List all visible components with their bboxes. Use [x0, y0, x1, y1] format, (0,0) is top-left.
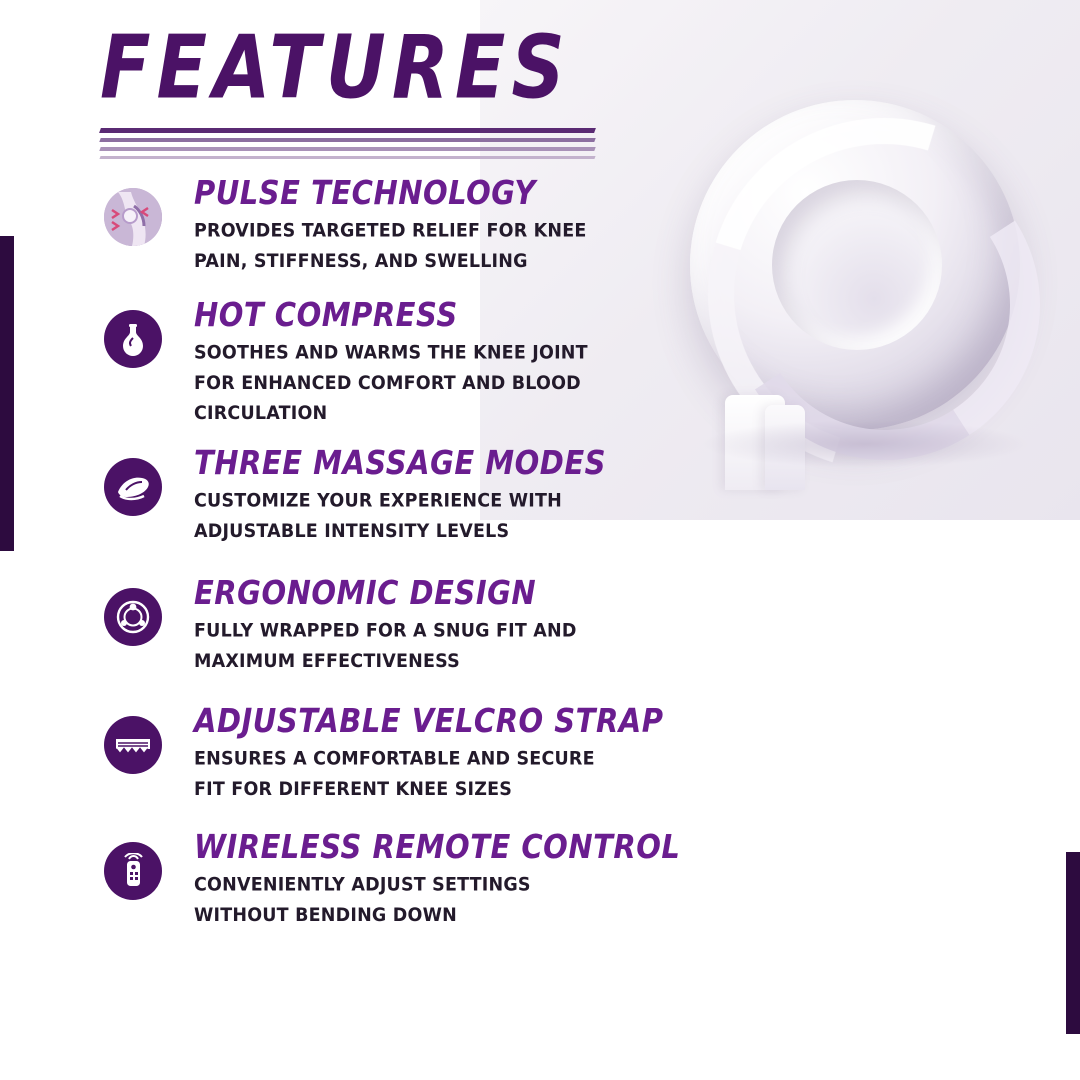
- left-accent-bar: [0, 236, 14, 551]
- feature-text: [194, 442, 624, 542]
- feature-title: ADJUSTABLE VELCRO STRAP: [194, 701, 664, 741]
- right-accent-bar: [1066, 852, 1080, 1034]
- knee-joint-icon: [104, 188, 162, 246]
- remote-control-icon: [104, 842, 162, 900]
- feature-text: [194, 294, 624, 425]
- product-shadow: [700, 420, 1030, 468]
- feature-item: [104, 572, 724, 672]
- feature-text: [194, 826, 680, 926]
- ergonomic-design-icon: [104, 588, 162, 646]
- feature-description: PROVIDES TARGETED RELIEF FOR KNEE PAIN, STIFFNESS, AND SWELLING: [194, 220, 587, 273]
- feature-item: [104, 442, 724, 542]
- product-ring-inner: [772, 180, 942, 350]
- feature-text: [194, 572, 624, 672]
- feature-description: ENSURES A COMFORTABLE AND SECURE FIT FOR DIFFERENT KNEE SIZES: [194, 748, 595, 801]
- feature-description: SOOTHES AND WARMS THE KNEE JOINT FOR ENHANCED COMFORT AND BLOOD CIRCULATION: [194, 342, 588, 425]
- underline-rule-2: [99, 138, 595, 142]
- feature-text: [194, 700, 664, 800]
- massage-hand-icon: [104, 458, 162, 516]
- feature-title: THREE MASSAGE MODES: [194, 443, 607, 483]
- feature-description: CONVENIENTLY ADJUST SETTINGS WITHOUT BENDING DOWN: [194, 874, 531, 927]
- underline-rule-3: [99, 147, 595, 151]
- feature-title: HOT COMPRESS: [194, 295, 458, 335]
- hot-compress-icon: [104, 310, 162, 368]
- feature-text: [194, 172, 624, 272]
- feature-description: FULLY WRAPPED FOR A SNUG FIT AND MAXIMUM EFFECTIVENESS: [194, 620, 577, 673]
- feature-item: [104, 700, 724, 800]
- feature-title: PULSE TECHNOLOGY: [194, 173, 536, 213]
- underline-rule-4: [99, 156, 595, 159]
- page-header: [100, 17, 595, 164]
- features-list: [104, 172, 724, 950]
- page-title: FEATURES: [100, 17, 571, 119]
- feature-title: WIRELESS REMOTE CONTROL: [194, 827, 681, 867]
- underline-rule-1: [99, 128, 596, 133]
- feature-title: ERGONOMIC DESIGN: [194, 573, 537, 613]
- feature-item: [104, 294, 724, 425]
- velcro-strap-icon: [104, 716, 162, 774]
- feature-item: [104, 172, 724, 272]
- feature-item: [104, 826, 724, 926]
- feature-description: CUSTOMIZE YOUR EXPERIENCE WITH ADJUSTABLE INTENSITY LEVELS: [194, 490, 562, 543]
- title-underline-rules: [100, 128, 595, 159]
